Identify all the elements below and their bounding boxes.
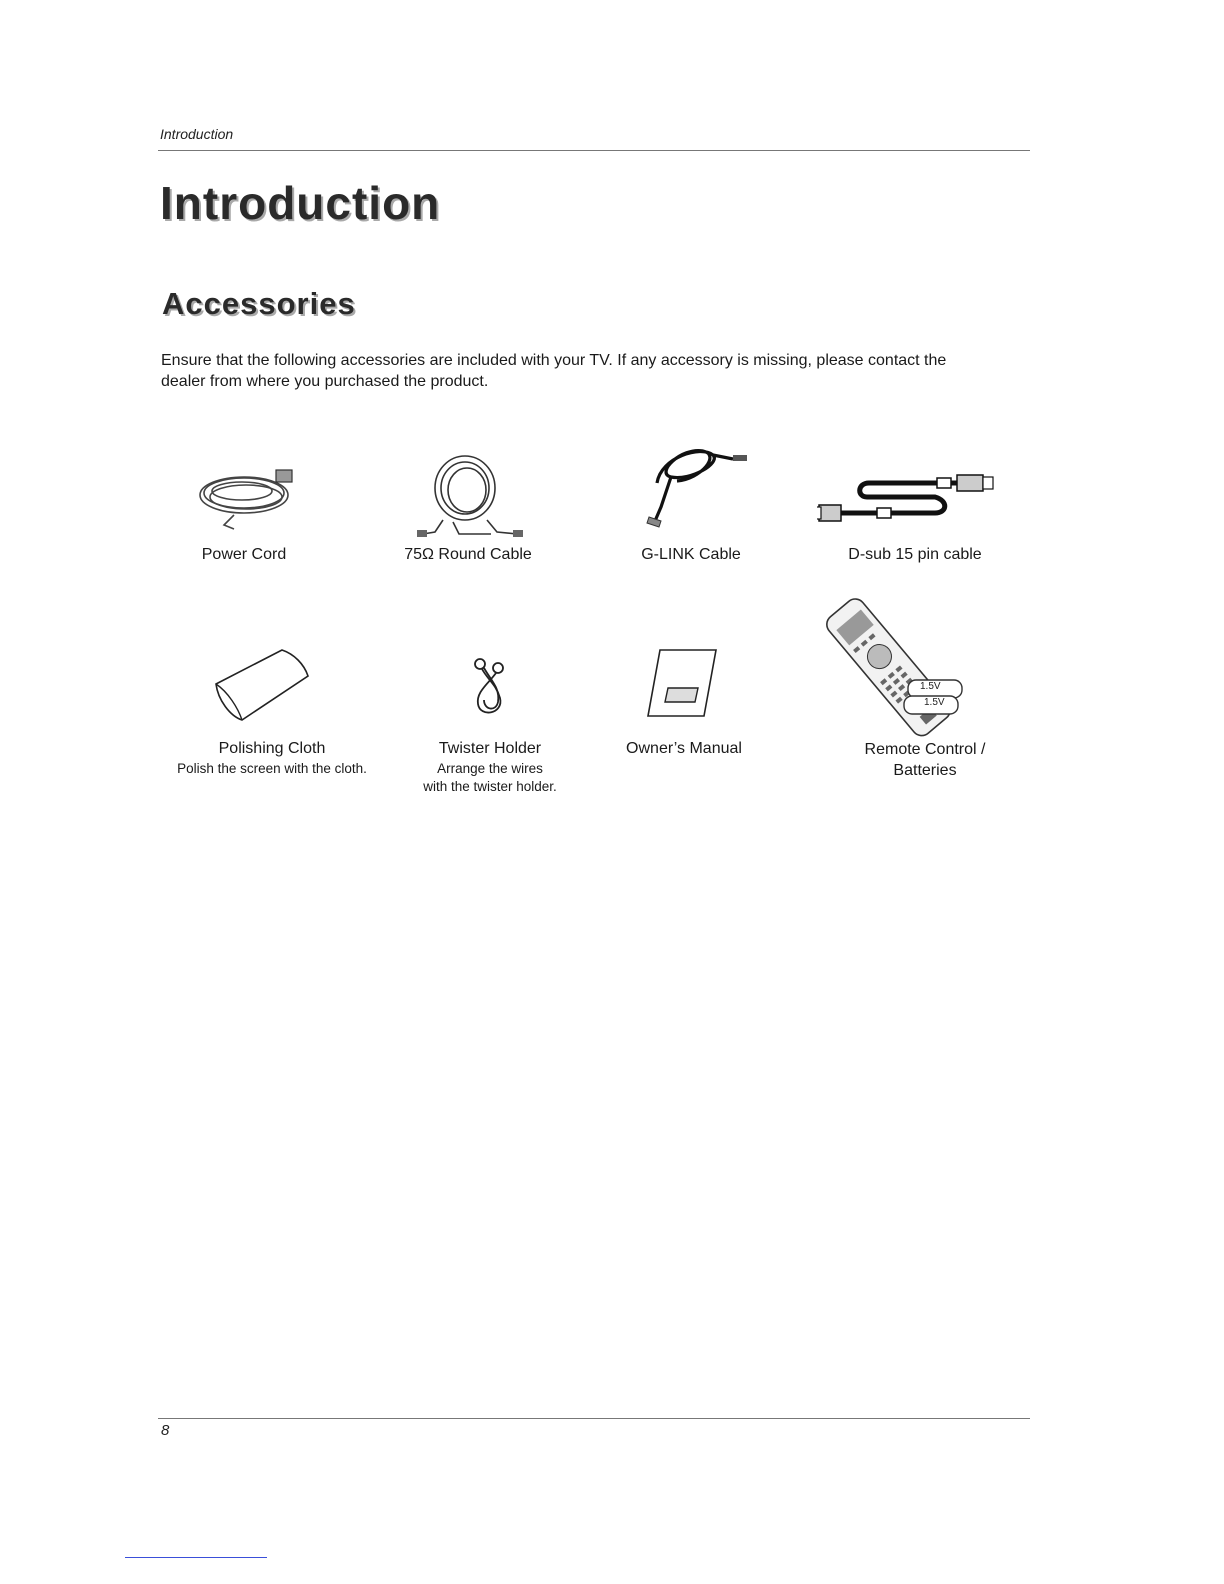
intro-paragraph [161, 350, 1021, 392]
d-sub-cable-label: D-sub 15 pin cable [848, 546, 982, 563]
remote-control-label-1: Remote Control / [864, 741, 986, 758]
battery-label-1: 1.5V [920, 681, 941, 692]
power-cord-label: Power Cord [201, 546, 287, 563]
accessory-round-cable [388, 445, 548, 575]
d-sub-cable-icon [817, 467, 1005, 527]
g-link-cable-icon [641, 437, 751, 529]
footer-link-underline [125, 1557, 267, 1558]
battery-label-2: 1.5V [924, 697, 945, 708]
accessory-polishing-cloth [162, 640, 382, 790]
page-number: 8 [161, 1422, 170, 1439]
accessory-power-cord [174, 445, 314, 575]
page-title: Introduction [160, 177, 441, 229]
accessory-remote-control [800, 590, 1030, 790]
intro-line-1: Ensure that the following accessories are included with your TV. If any accessory is missing, please contact the [161, 352, 947, 369]
accessory-twister-holder [400, 640, 580, 800]
header-rule [158, 150, 1030, 151]
power-cord-icon [194, 455, 304, 535]
twister-holder-icon [470, 654, 514, 724]
twister-holder-desc-1: Arrange the wires [437, 761, 543, 776]
intro-line-2: dealer from where you purchased the product. [161, 373, 489, 390]
round-cable-label: 75Ω Round Cable [404, 546, 532, 563]
accessory-owners-manual [604, 640, 764, 770]
remote-control-label-2: Batteries [893, 762, 957, 779]
accessory-d-sub-cable [815, 455, 1015, 575]
round-cable-icon [413, 450, 528, 538]
accessory-g-link-cable [621, 435, 761, 575]
polishing-cloth-desc: Polish the screen with the cloth. [177, 761, 367, 776]
twister-holder-desc-2: with the twister holder. [423, 779, 557, 794]
running-head: Introduction [160, 126, 234, 142]
g-link-cable-label: G-LINK Cable [641, 546, 741, 563]
footer-rule [158, 1418, 1030, 1419]
polishing-cloth-label: Polishing Cloth [218, 740, 326, 757]
remote-control-icon [810, 594, 975, 739]
manual-icon [646, 648, 720, 718]
polishing-cloth-icon [212, 648, 312, 723]
section-title: Accessories [162, 286, 356, 321]
owners-manual-label: Owner’s Manual [626, 740, 742, 757]
twister-holder-label: Twister Holder [438, 740, 542, 757]
